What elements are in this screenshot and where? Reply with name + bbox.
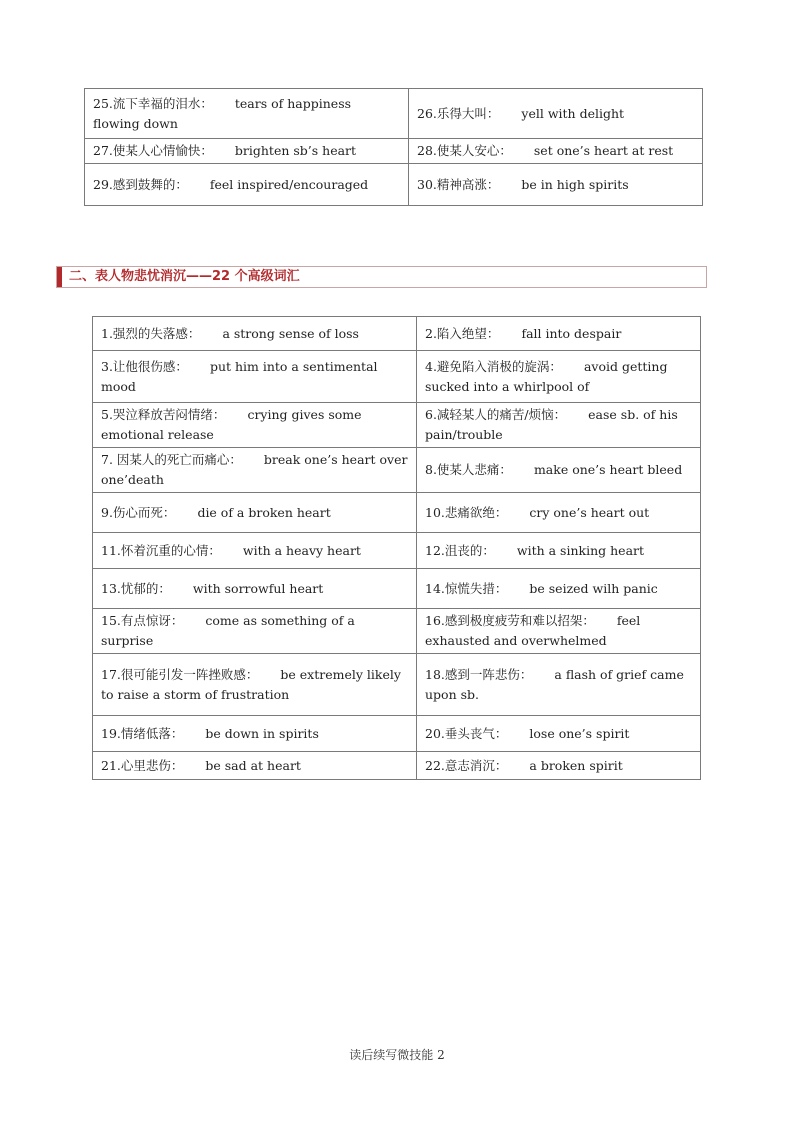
vocab-table-joy	[84, 88, 703, 206]
vocab-cell	[93, 493, 417, 533]
english-phrase: brighten sb’s heart	[234, 143, 357, 158]
english-phrase: feel inspired/encouraged	[209, 176, 369, 192]
english-phrase: a strong sense of loss	[222, 325, 359, 341]
vocab-cell	[93, 448, 417, 493]
vocab-cell	[93, 654, 417, 716]
section-title: 二、表人物悲忧消沉——22 个高级词汇	[69, 269, 300, 284]
english-phrase: come as something of a surprise	[101, 613, 355, 648]
vocab-cell	[93, 609, 417, 654]
chinese-term: 15.有点惊讶：	[101, 613, 184, 628]
chinese-term: 12.沮丧的：	[425, 542, 495, 558]
chinese-term: 25.流下幸福的泪水：	[93, 95, 213, 111]
english-phrase: with a sinking heart	[516, 542, 645, 558]
table-row	[93, 609, 701, 654]
vocab-cell	[417, 448, 701, 493]
english-phrase: feel exhausted and overwhelmed	[425, 613, 641, 648]
table-row	[93, 403, 701, 448]
english-phrase: a broken spirit	[529, 757, 623, 773]
chinese-term: 20.垂头丧气：	[425, 725, 508, 741]
english-phrase: fall into despair	[521, 325, 622, 341]
english-phrase: with a heavy heart	[242, 542, 361, 558]
vocab-cell	[417, 403, 701, 448]
vocab-cell	[417, 716, 701, 752]
table-row	[93, 752, 701, 780]
chinese-term: 28.使某人安心：	[417, 143, 512, 158]
english-phrase: crying gives some emotional release	[101, 407, 362, 442]
vocab-cell	[93, 716, 417, 752]
chinese-term: 13.忧郁的：	[101, 580, 171, 596]
chinese-term: 26.乐得大叫：	[417, 105, 500, 121]
english-phrase: make one’s heart bleed	[533, 462, 683, 477]
chinese-term: 19.情绪低落：	[101, 725, 184, 741]
english-phrase: put him into a sentimental mood	[101, 358, 378, 394]
chinese-term: 5.哭泣释放苦闷情绪：	[101, 407, 226, 422]
table-row	[93, 533, 701, 569]
table-row	[93, 448, 701, 493]
section-header	[56, 266, 707, 288]
english-phrase: set one’s heart at rest	[533, 143, 674, 158]
table-row	[85, 164, 703, 206]
chinese-term: 11.怀着沉重的心情：	[101, 542, 221, 558]
table-row	[85, 89, 703, 139]
vocab-cell	[93, 752, 417, 780]
chinese-term: 7. 因某人的死亡而痛心：	[101, 452, 242, 467]
chinese-term: 30.精神高涨：	[417, 176, 500, 192]
english-phrase: yell with delight	[521, 105, 625, 121]
chinese-term: 4.避免陷入消极的旋涡：	[425, 358, 562, 374]
chinese-term: 14.惊慌失措：	[425, 580, 508, 596]
english-phrase: cry one’s heart out	[529, 504, 650, 520]
vocab-cell	[85, 89, 409, 139]
chinese-term: 29.感到鼓舞的：	[93, 176, 188, 192]
chinese-term: 16.感到极度疲劳和难以招架：	[425, 613, 595, 628]
vocab-cell	[93, 569, 417, 609]
table-row	[93, 317, 701, 351]
vocab-table-sorrow	[92, 316, 701, 780]
english-phrase: be sad at heart	[205, 757, 301, 773]
english-phrase: a flash of grief came upon sb.	[425, 666, 684, 702]
vocab-cell	[417, 493, 701, 533]
chinese-term: 9.伤心而死：	[101, 504, 176, 520]
chinese-term: 27.使某人心情愉快：	[93, 143, 213, 158]
vocab-cell	[417, 609, 701, 654]
english-phrase: lose one’s spirit	[529, 725, 630, 741]
chinese-term: 22.意志消沉：	[425, 757, 508, 773]
english-phrase: break one’s heart over one’death	[101, 452, 408, 487]
vocab-cell	[417, 317, 701, 351]
chinese-term: 10.悲痛欲绝：	[425, 504, 508, 520]
table-row	[93, 716, 701, 752]
vocab-cell	[93, 351, 417, 403]
vocab-cell	[409, 89, 703, 139]
english-phrase: with sorrowful heart	[192, 580, 324, 596]
chinese-term: 18.感到一阵悲伤：	[425, 666, 533, 682]
vocab-cell	[417, 654, 701, 716]
vocab-cell	[93, 533, 417, 569]
vocab-cell	[93, 317, 417, 351]
chinese-term: 6.减轻某人的痛苦/烦恼：	[425, 407, 567, 422]
table-row	[93, 654, 701, 716]
english-phrase: avoid getting sucked into a whirlpool of	[425, 358, 668, 394]
vocab-cell	[409, 164, 703, 206]
english-phrase: be down in spirits	[205, 725, 319, 741]
vocab-cell	[417, 569, 701, 609]
chinese-term: 21.心里悲伤：	[101, 757, 184, 773]
english-phrase: ease sb. of his pain/trouble	[425, 407, 678, 442]
vocab-cell	[409, 139, 703, 164]
vocab-cell	[85, 139, 409, 164]
vocab-cell	[417, 533, 701, 569]
english-phrase: be extremely likely to raise a storm of frustration	[101, 666, 401, 702]
table-row	[85, 139, 703, 164]
table-row	[93, 493, 701, 533]
english-phrase: be seized wilh panic	[529, 580, 658, 596]
english-phrase: die of a broken heart	[197, 504, 331, 520]
page-footer: 读后续写微技能 2	[349, 1048, 445, 1062]
chinese-term: 8.使某人悲痛：	[425, 462, 512, 477]
vocab-cell	[417, 351, 701, 403]
vocab-cell	[93, 403, 417, 448]
english-phrase: tears of happiness flowing down	[93, 95, 352, 131]
english-phrase: be in high spirits	[521, 176, 629, 192]
chinese-term: 1.强烈的失落感：	[101, 325, 201, 341]
table-row	[93, 569, 701, 609]
table-row	[93, 351, 701, 403]
vocab-cell	[85, 164, 409, 206]
chinese-term: 3.让他很伤感：	[101, 358, 188, 374]
chinese-term: 2.陷入绝望：	[425, 325, 500, 341]
vocab-cell	[417, 752, 701, 780]
chinese-term: 17.很可能引发一阵挫败感：	[101, 666, 259, 682]
section-accent-bar	[57, 267, 62, 287]
